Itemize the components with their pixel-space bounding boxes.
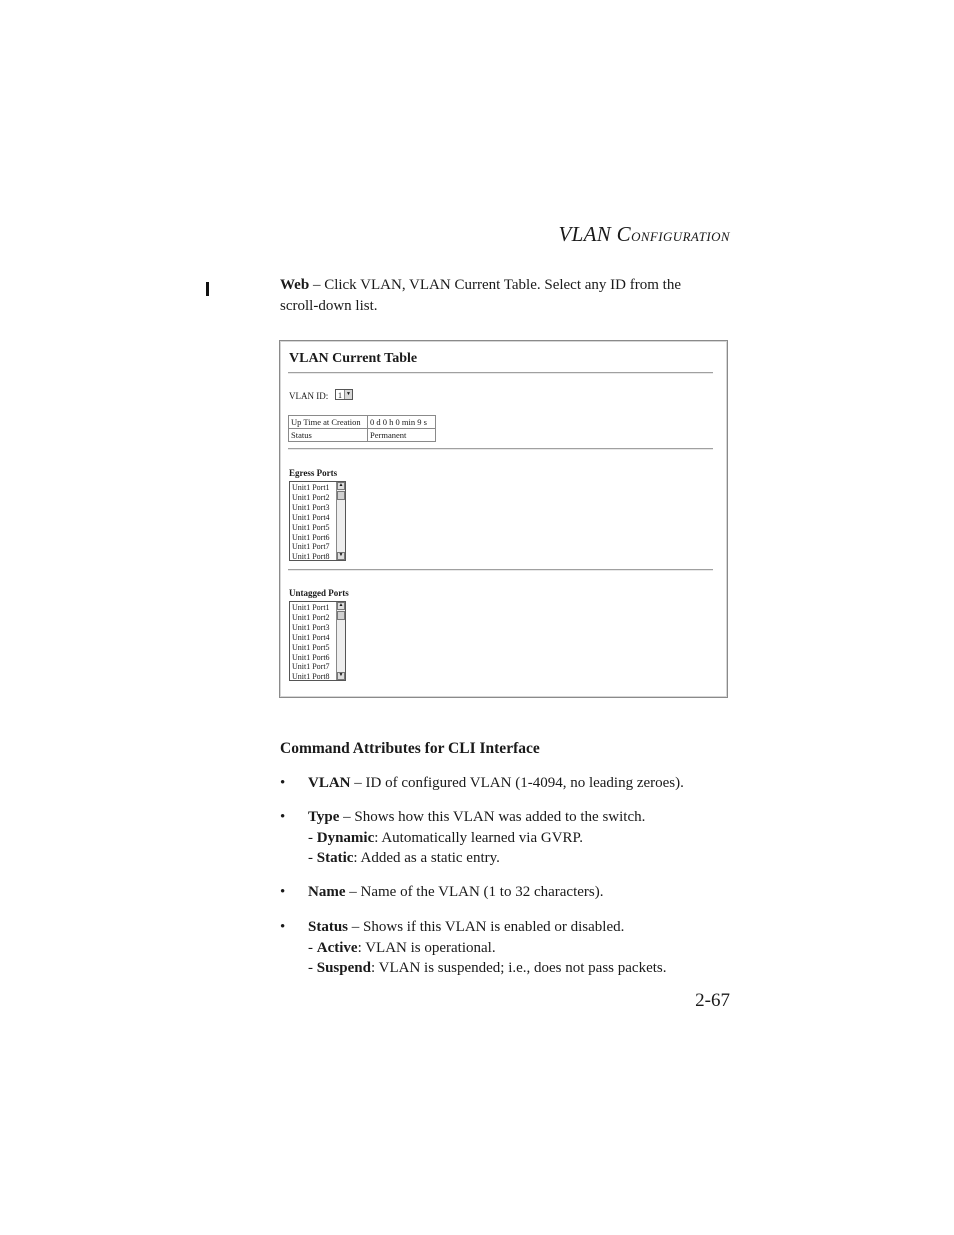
divider: [288, 448, 713, 450]
info-value: 0 d 0 h 0 min 9 s: [368, 416, 436, 429]
vlan-current-table-screenshot: [279, 340, 728, 698]
subitem-term: Dynamic: [316, 829, 375, 846]
untagged-items: [292, 603, 330, 682]
untagged-ports-label: Untagged Ports: [289, 588, 349, 598]
subitem-term: Suspend: [316, 960, 371, 976]
page-number: 2-67: [695, 990, 730, 1011]
attribute-desc: – Name of the VLAN (1 to 32 characters).: [345, 884, 604, 900]
egress-items: [292, 483, 330, 562]
vlan-info-table: [288, 415, 436, 442]
list-item[interactable]: Unit1 Port7: [292, 662, 330, 672]
intro-lead: Web: [280, 277, 310, 293]
attribute-subitem: - Suspend: VLAN is suspended; i.e., does not pass packets.: [308, 960, 667, 976]
vlan-id-select[interactable]: [335, 389, 353, 400]
attribute-body: [308, 773, 728, 794]
info-key: Status: [289, 429, 368, 442]
list-item[interactable]: Unit1 Port2: [292, 612, 330, 622]
scroll-down-icon[interactable]: ▼: [338, 553, 344, 558]
running-head-smallcaps: ONFIGURATION: [631, 229, 730, 244]
untagged-ports-list[interactable]: [289, 601, 346, 681]
attribute-body: [308, 917, 728, 979]
bullet: •: [280, 809, 286, 825]
attribute-term: Status: [308, 919, 349, 935]
subitem-desc: : Added as a static entry.: [353, 850, 500, 866]
list-item[interactable]: Unit1 Port2: [292, 492, 330, 502]
bullet: •: [280, 775, 286, 791]
running-head-initial: C: [616, 222, 632, 246]
attribute-term: Name: [308, 884, 346, 900]
scroll-thumb[interactable]: [337, 611, 345, 620]
attribute-desc: – Shows if this VLAN is enabled or disabled.: [348, 919, 625, 935]
vlan-id-value: 1: [338, 391, 342, 400]
egress-ports-label: Egress Ports: [289, 468, 338, 478]
divider: [288, 569, 713, 571]
list-item[interactable]: Unit1 Port5: [292, 522, 330, 532]
attribute-subitem: - Dynamic: Automatically learned via GVRP.: [308, 829, 583, 846]
list-item[interactable]: Unit1 Port3: [292, 622, 330, 632]
list-item[interactable]: Unit1 Port4: [292, 632, 330, 642]
subitem-term: Active: [316, 939, 358, 956]
running-head-rest: [616, 222, 730, 246]
list-item[interactable]: Unit1 Port1: [292, 483, 330, 492]
scroll-up-icon[interactable]: ▲: [338, 603, 344, 608]
table-row: [289, 429, 436, 442]
egress-ports-list[interactable]: [289, 481, 346, 561]
attribute-term: Type: [308, 809, 340, 825]
list-item[interactable]: Unit1 Port6: [292, 652, 330, 662]
running-head-first: VLAN: [558, 222, 612, 246]
scroll-thumb[interactable]: [337, 491, 345, 500]
list-item[interactable]: Unit1 Port5: [292, 642, 330, 652]
subitem-desc: : VLAN is suspended; i.e., does not pass packets.: [370, 960, 667, 976]
running-head: [559, 222, 730, 247]
list-item[interactable]: Unit1 Port4: [292, 512, 330, 522]
chevron-down-icon[interactable]: ▼: [344, 390, 352, 399]
list-item[interactable]: Unit1 Port8: [292, 672, 330, 682]
attribute-desc: – ID of configured VLAN (1-4094, no leading zeroes).: [350, 775, 684, 791]
scrollbar[interactable]: [336, 482, 345, 560]
change-bar: [206, 282, 209, 296]
attribute-term: VLAN: [308, 775, 351, 791]
info-value: Permanent: [368, 429, 436, 442]
section-heading: Command Attributes for CLI Interface: [280, 740, 540, 757]
attribute-desc: – Shows how this VLAN was added to the switch.: [339, 809, 646, 825]
attribute-body: [308, 882, 728, 903]
list-item[interactable]: Unit1 Port3: [292, 502, 330, 512]
scroll-up-icon[interactable]: ▲: [338, 483, 344, 488]
attribute-subitem: - Active: VLAN is operational.: [308, 939, 496, 956]
vlan-id-label: VLAN ID:: [289, 391, 329, 401]
list-item[interactable]: Unit1 Port1: [292, 603, 330, 612]
intro-paragraph: [280, 275, 710, 317]
table-row: [289, 416, 436, 429]
subitem-desc: : VLAN is operational.: [357, 939, 496, 956]
divider: [288, 372, 713, 374]
list-item[interactable]: Unit1 Port7: [292, 542, 330, 552]
attribute-subitem: - Static: Added as a static entry.: [308, 850, 500, 866]
subitem-desc: : Automatically learned via GVRP.: [374, 829, 583, 846]
list-item[interactable]: Unit1 Port8: [292, 552, 330, 562]
list-item[interactable]: Unit1 Port6: [292, 532, 330, 542]
scrollbar[interactable]: [336, 602, 345, 680]
screenshot-title: VLAN Current Table: [289, 351, 418, 366]
bullet: •: [280, 919, 286, 935]
bullet: •: [280, 884, 286, 900]
intro-text: – Click VLAN, VLAN Current Table. Select any ID from the scroll-down list.: [280, 277, 681, 314]
subitem-term: Static: [316, 850, 354, 866]
scroll-down-icon[interactable]: ▼: [338, 673, 344, 678]
attribute-body: [308, 807, 728, 869]
info-key: Up Time at Creation: [289, 416, 368, 429]
